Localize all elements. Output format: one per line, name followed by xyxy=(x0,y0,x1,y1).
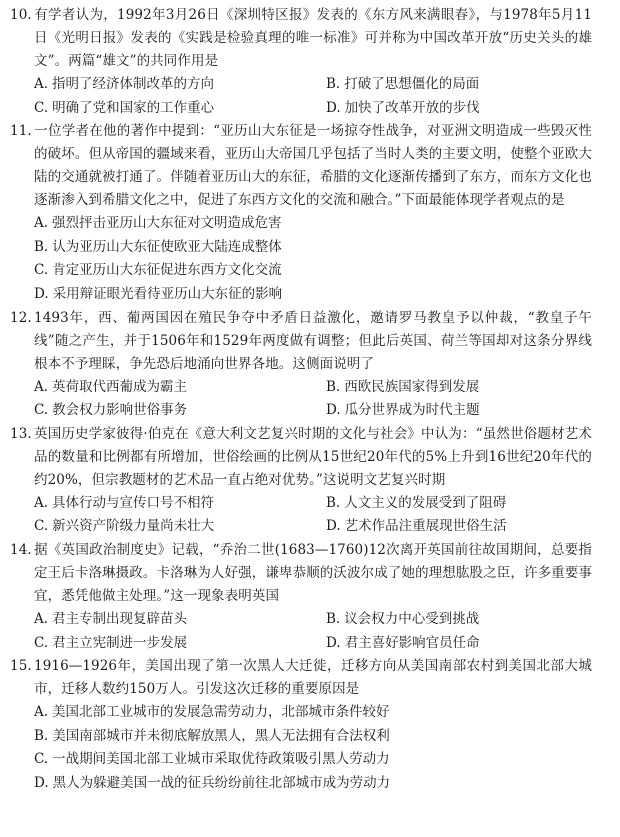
option-letter: C. xyxy=(34,262,49,279)
option-a[interactable] xyxy=(34,608,326,632)
option-letter: A. xyxy=(34,610,49,627)
question-stem xyxy=(0,423,620,492)
option-a[interactable] xyxy=(34,73,326,97)
option-d[interactable] xyxy=(34,283,594,307)
option-letter: A. xyxy=(34,76,49,92)
option-letter: C. xyxy=(34,751,49,768)
question-stem xyxy=(0,655,620,701)
option-text: 加快了改革开放的步伐 xyxy=(344,99,480,116)
exam-page xyxy=(0,4,620,796)
option-text: 具体行动与宣传口号不相符 xyxy=(52,494,215,511)
options-list xyxy=(0,492,620,539)
question-number: 11. xyxy=(10,123,32,140)
option-a[interactable] xyxy=(34,701,594,725)
option-a[interactable] xyxy=(34,212,594,236)
option-b[interactable] xyxy=(34,725,594,749)
option-letter: B. xyxy=(34,727,49,744)
option-text: 君主专制出现复辟苗头 xyxy=(52,610,188,627)
question-13 xyxy=(0,423,620,539)
options-list xyxy=(0,701,620,795)
question-number: 14. xyxy=(10,541,32,558)
option-b[interactable] xyxy=(326,73,618,97)
option-text: 美国北部工业城市的发展急需劳动力，北部城市条件较好 xyxy=(52,704,390,721)
question-stem xyxy=(0,307,620,376)
option-letter: A. xyxy=(34,215,49,232)
question-text: 1493年，西、葡两国因在殖民争夺中矛盾日益激化，邀请罗马教皇予以仲裁，“教皇子午线”随之产生，并于1506年和1529年两度做有调整；但此后英国、荷兰等国却对这条分界线根本不予理睬，争先恐后地涌向世界各地。这侧面说明了 xyxy=(34,309,592,372)
options-list xyxy=(0,73,620,120)
option-d[interactable] xyxy=(326,399,618,423)
option-text: 君主立宪制进一步发展 xyxy=(52,634,188,651)
option-text: 议会权力中心受到挑战 xyxy=(344,610,480,627)
option-text: 肯定亚历山大东征促进东西方文化交流 xyxy=(52,262,282,279)
option-c[interactable] xyxy=(34,515,326,539)
option-text: 打破了思想僵化的局面 xyxy=(344,76,480,92)
question-12 xyxy=(0,307,620,423)
option-letter: D. xyxy=(326,402,341,419)
option-letter: D. xyxy=(326,99,341,116)
question-10 xyxy=(0,4,620,120)
option-d[interactable] xyxy=(326,632,618,656)
option-letter: B. xyxy=(326,610,341,627)
question-number: 15. xyxy=(10,658,32,675)
option-text: 美国南部城市并未彻底解放黑人，黑人无法拥有合法权利 xyxy=(52,727,390,744)
option-d[interactable] xyxy=(34,772,594,796)
option-letter: B. xyxy=(326,76,341,92)
option-letter: A. xyxy=(34,378,49,395)
options-list xyxy=(0,608,620,655)
option-letter: B. xyxy=(326,494,341,511)
question-text: 1916—1926年，美国出现了第一次黑人大迁徙，迁移方向从美国南部农村到美国北部大城市，迁移人数约150万人。引发这次迁移的重要原因是 xyxy=(34,658,592,698)
option-text: 指明了经济体制改革的方向 xyxy=(52,76,215,92)
option-text: 采用辩证眼光看待亚历山大东征的影响 xyxy=(52,285,283,302)
option-text: 教会权力影响世俗事务 xyxy=(52,402,188,419)
option-text: 瓜分世界成为时代主题 xyxy=(344,402,480,419)
option-letter: A. xyxy=(34,494,49,511)
option-letter: C. xyxy=(34,634,49,651)
option-text: 一战期间美国北部工业城市采取优待政策吸引黑人劳动力 xyxy=(52,751,390,768)
option-text: 明确了党和国家的工作重心 xyxy=(52,99,215,116)
question-stem xyxy=(0,120,620,212)
option-b[interactable] xyxy=(326,492,618,516)
question-text: 英国历史学家彼得·伯克在《意大利文艺复兴时期的文化与社会》中认为：“虽然世俗题材艺术品的数量和比例都有所增加，世俗绘画的比例从15世纪20年代的5%上升到16世纪20年代的约20%，但宗教题材的艺术品一直占绝对优势。”这说明文艺复兴时期 xyxy=(34,425,592,488)
question-text: 一位学者在他的著作中提到：“亚历山大东征是一场掠夺性战争，对亚洲文明造成一些毁灭性的破坏。但从帝国的疆域来看，亚历山大帝国几乎包括了当时人类的主要文明，使整个亚欧大陆的交通就被打通了。伴随着亚历山大的东征，希腊的文化逐渐传播到了东方，而东方文化也逐渐渗入到希腊文化之中，促进了东西方文化的交流和融合。”下面最能体现学者观点的是 xyxy=(34,123,592,209)
option-c[interactable] xyxy=(34,259,594,283)
option-a[interactable] xyxy=(34,492,326,516)
option-d[interactable] xyxy=(326,515,618,539)
option-b[interactable] xyxy=(326,608,618,632)
question-text: 据《英国政治制度史》记载，“乔治二世(1683—1760)12次离开英国前往故国期间，总要指定王后卡洛琳摄政。卡洛琳为人好强，谦卑恭顺的沃波尔成了她的理想肱股之臣，许多重要事宜，悉凭他做主处理。”这一现象表明英国 xyxy=(34,541,592,604)
question-14 xyxy=(0,539,620,655)
question-text: 有学者认为，1992年3月26日《深圳特区报》发表的《东方风来满眼春》，与1978年5月11日《光明日报》发表的《实践是检验真理的唯一标准》可并称为中国改革开放“历史关头的雄文”。两篇“雄文”的共同作用是 xyxy=(34,7,592,69)
option-letter: D. xyxy=(326,518,341,535)
option-b[interactable] xyxy=(34,236,594,260)
options-list xyxy=(0,376,620,423)
options-list xyxy=(0,212,620,306)
option-text: 西欧民族国家得到发展 xyxy=(344,378,480,395)
option-letter: B. xyxy=(326,378,341,395)
option-c[interactable] xyxy=(34,632,326,656)
option-text: 君主喜好影响官员任命 xyxy=(344,634,480,651)
question-number: 10. xyxy=(10,7,32,23)
option-text: 新兴资产阶级力量尚未壮大 xyxy=(52,518,215,535)
option-text: 英荷取代西葡成为霸主 xyxy=(52,378,188,395)
option-text: 认为亚历山大东征使欧亚大陆连成整体 xyxy=(52,238,282,255)
option-text: 人文主义的发展受到了阻碍 xyxy=(344,494,507,511)
option-letter: C. xyxy=(34,402,49,419)
option-letter: D. xyxy=(326,634,341,651)
option-c[interactable] xyxy=(34,97,326,121)
option-letter: D. xyxy=(34,774,49,791)
option-c[interactable] xyxy=(34,748,594,772)
option-letter: C. xyxy=(34,99,49,116)
question-number: 12. xyxy=(10,309,32,326)
question-11 xyxy=(0,120,620,306)
option-text: 强烈抨击亚历山大东征对文明造成危害 xyxy=(52,215,282,232)
option-c[interactable] xyxy=(34,399,326,423)
option-text: 艺术作品注重展现世俗生活 xyxy=(344,518,507,535)
option-b[interactable] xyxy=(326,376,618,400)
option-letter: C. xyxy=(34,518,49,535)
question-stem xyxy=(0,4,620,73)
option-letter: D. xyxy=(34,285,49,302)
option-text: 黑人为躲避美国一战的征兵纷纷前往北部城市成为劳动力 xyxy=(52,774,391,791)
question-number: 13. xyxy=(10,425,32,442)
option-a[interactable] xyxy=(34,376,326,400)
option-d[interactable] xyxy=(326,97,618,121)
question-stem xyxy=(0,539,620,608)
option-letter: A. xyxy=(34,704,49,721)
question-15 xyxy=(0,655,620,795)
option-letter: B. xyxy=(34,238,49,255)
